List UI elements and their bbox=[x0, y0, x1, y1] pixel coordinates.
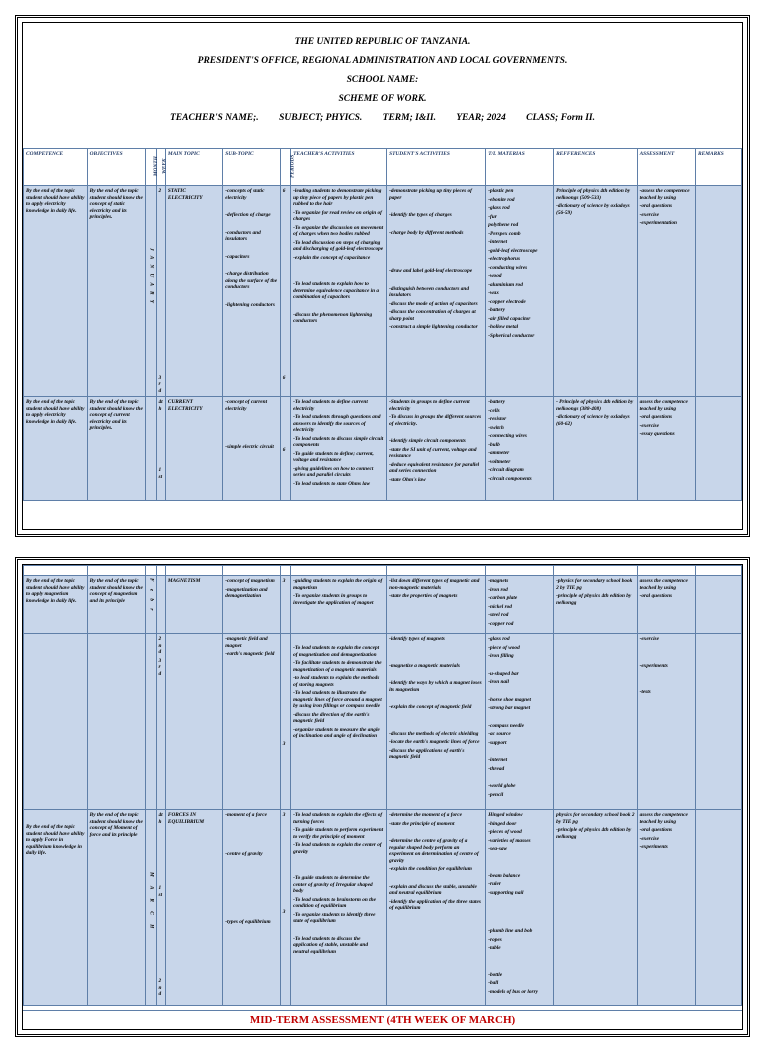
materials-cell: -battery -cells -resistor -switch -connecting wires -bulb -ammeter -voltmeter -circuit diagram -circuit components bbox=[486, 397, 554, 501]
assessment-cell: -exercise -experiments -tests bbox=[637, 634, 695, 810]
student-activities-cell: -determine the moment of a force -state the principle of moment -determine the centre of gravity of a regular shaped body perform an experiment on determination of centre of gravity -explain the condition for equilibrium -explain and discuss the stable, unstable and neutral equilibrium -identify the application of the three states of equilibrium bbox=[387, 810, 486, 1006]
col-student-activities: STUDENT'S ACTIVITIES bbox=[387, 149, 486, 186]
school-name: SCHOOL NAME: bbox=[346, 75, 419, 85]
week-cell: 2 3rd bbox=[156, 186, 165, 397]
office-title: PRESIDENT'S OFFICE, REGIONAL ADMINISTRATION AND LOCAL GOVERNMENTS. bbox=[197, 56, 568, 66]
periods-cell: 6 bbox=[280, 397, 290, 501]
table-header-row bbox=[24, 149, 742, 186]
competence-cell: By the end of the topic student should have ability to apply Force in equilibrium knowledge in daily life. bbox=[24, 810, 88, 1006]
document-header bbox=[23, 23, 742, 128]
week-cell: 4th 1st 2nd bbox=[156, 810, 165, 1006]
student-activities-cell: -Students in groups to define current electricity -To discuss in groups the different sources of electricity. -identify simple circuit components -state the SI unit of current, voltage and resistance -deduce equivalent resistance for parallel and series connection -state Ohm's law bbox=[387, 397, 486, 501]
midterm-assessment-banner: MID-TERM ASSESSMENT (4TH WEEK OF MARCH) bbox=[23, 1010, 742, 1029]
teacher-activities-cell: -To lead students to explain the concept of magnetization and demagnetization -To facilitate students to demonstrate the magnetization of a magnetic materials -to lead students to explain the methods of storing magnets -To lead students to illustrates the magnetic lines of force around a magnet by using iron fillings or compass needle -discuss the direction of the earth's magnetic field -organize students to measure the angle of inclination and angle of declination bbox=[291, 634, 387, 810]
subtopic-cell: -moment of a force -centre of gravity -types of equilibrium bbox=[223, 810, 280, 1006]
competence-cell: By the end of the topic student should have ability to apply electricity knowledge in daily life. bbox=[24, 397, 88, 501]
table-row bbox=[24, 576, 742, 634]
references-cell: Principle of physics 4th edition by nelkoongs (509-533) -dictionary of science by oxladoys (56-59) bbox=[554, 186, 637, 397]
col-teacher-activities: TEACHER'S ACTIVITIES bbox=[291, 149, 387, 186]
materials-cell: -magnets -iron rod -carbon plate -nickel rod -steel rod -copper rod bbox=[486, 576, 554, 634]
document-page-1 bbox=[15, 15, 750, 537]
materials-cell: -plastic pen -ebonite rod -glass rod -fur polythene rod -Perspex comb -internet -gold-leaf electroscope -electrophorus -conducting wires -wood -aluminium rod -wax -copper electrode -battery -air filled capacitor -hollow metal -Spherical conductor bbox=[486, 186, 554, 397]
week-cell: 2nd 3rd bbox=[156, 634, 165, 810]
table-row bbox=[24, 810, 742, 1006]
references-cell: - Principle of physics 4th edition by nelkoongs (388-408) -dictionary of science by oxladoys (60-62) bbox=[554, 397, 637, 501]
subtopic-cell: -magnetic field and magnet -earth's magnetic field bbox=[223, 634, 280, 810]
subtopic-cell: -concept of current electricity -simple electric circuit bbox=[223, 397, 280, 501]
competence-cell: By the end of the topic student should have ability to apply magnetism knowledge in daily life. bbox=[24, 576, 88, 634]
col-remarks: REMARKS bbox=[696, 149, 742, 186]
col-assessment: ASSESSMENT bbox=[637, 149, 695, 186]
objectives-cell bbox=[87, 634, 145, 810]
week-cell: 4th 1st bbox=[156, 397, 165, 501]
month-cell bbox=[146, 634, 156, 810]
page-1-frame bbox=[22, 22, 743, 530]
header-stub-row bbox=[24, 566, 742, 576]
month-cell: J A N U A R Y bbox=[146, 186, 156, 397]
assessment-cell: -assess the competence teached by using -oral questions -exercise -experimentation bbox=[637, 186, 695, 397]
assessment-cell: assess the competence teached by using -oral questions -exercise -experiments bbox=[637, 810, 695, 1006]
references-cell: -physics for secondary school book 2 by TIE pg -principle of physics 4th edition by nelkongg bbox=[554, 576, 637, 634]
references-cell: physics for secondary school book 2 by TIE pg -principle of physics 4th edition by nelkongg bbox=[554, 810, 637, 1006]
teacher-activities-cell: -To lead students to define current electricity -To lead students through questions and answers to identify the sources of electricity -To lead students to discuss simple circuit components -To guide students to define; current, voltage and resistance -giving guidelines on how to connect series and parallel circuits -To lead students to state Ohms law bbox=[291, 397, 387, 501]
subtopic-cell: -concept of magnetism -magnetization and demagnetization bbox=[223, 576, 280, 634]
week-cell bbox=[156, 576, 165, 634]
objectives-cell: By the end of the topic student should know the concept of static electricity and its principles. bbox=[87, 186, 145, 397]
teacher-activities-cell: -To lead students to explain the effects of turning forces -To guide students to perform experiment to verify the principle of moment -To lead students to explain the center of gravity -To guide students to determine the center of gravity of Irregular shaped body -To lead students to brainstorm on the condition of equilibrium -To organize students to identify three state of equilibrium -To lead students to discuss the application of stable, unstable and neutral equilibrium bbox=[291, 810, 387, 1006]
materials-cell: Hinged window -hinged door -pieces of wood -varieties of masses -sea-saw -beam balance -ruler -supporting nail -plumb line and bob -ropes -table -bottle -ball -models of bus or lorry bbox=[486, 810, 554, 1006]
student-activities-cell: -identify types of magnets -magnetize a magnetic materials -identify the ways by which a magnet loses its magnetism -explain the concept of magnetic field -discuss the methods of electric shielding -locate the earth's magnetic lines of force -discuss the applications of earth's magnetic field bbox=[387, 634, 486, 810]
periods-cell: 6 6 bbox=[280, 186, 290, 397]
competence-cell bbox=[24, 634, 88, 810]
remarks-cell bbox=[696, 397, 742, 501]
month-cell: F e b r bbox=[146, 576, 156, 634]
periods-cell: 3 bbox=[280, 576, 290, 634]
col-week: WEEK bbox=[156, 149, 165, 186]
month-cell: M A R C H bbox=[146, 810, 156, 1006]
document-page-2 bbox=[15, 557, 750, 1037]
main-topic-cell bbox=[165, 634, 222, 810]
col-main-topic: MAIN TOPIC bbox=[165, 149, 222, 186]
table-row bbox=[24, 634, 742, 810]
table-row bbox=[24, 186, 742, 397]
assessment-cell: assess the competence teached by using -oral questions -exercise -essay questions bbox=[637, 397, 695, 501]
student-activities-cell: -list down different types of magnetic and non-magnetic materials -state the properties of magnets bbox=[387, 576, 486, 634]
teacher-name: TEACHER'S NAME;. bbox=[169, 113, 259, 123]
objectives-cell: By the end of the topic student should know the concept of Moment of force and its principle bbox=[87, 810, 145, 1006]
main-topic-cell: CURRENT ELECTRICITY bbox=[165, 397, 222, 501]
col-sub-topic: SUB-TOPIC bbox=[223, 149, 280, 186]
teacher-activities-cell: -leading students to demonstrate picking up tiny piece of papers by plastic pen rubbed to the hair -To organize for read review on origin of charges -To organize the discussion on movement of charges when two bodies rubbed -To lead discussion on steps of charging and discharging of gold-leaf electroscope -explain the concept of capacitance -To lead students to explain how to determine equivalence capacitance in a combination of capacitors -discuss the phenomenon lightening conductors bbox=[291, 186, 387, 397]
periods-cell: 3 bbox=[280, 634, 290, 810]
scheme-table bbox=[23, 148, 742, 501]
competence-cell: By the end of the topic student should have ability to apply electricity knowledge in daily life. bbox=[24, 186, 88, 397]
month-cell bbox=[146, 397, 156, 501]
country-title: THE UNITED REPUBLIC OF TANZANIA. bbox=[294, 37, 471, 47]
references-cell bbox=[554, 634, 637, 810]
class: CLASS; Form II. bbox=[526, 113, 596, 123]
periods-cell: 3 3 bbox=[280, 810, 290, 1006]
assessment-cell: assess the competence teached by using -oral questions bbox=[637, 576, 695, 634]
main-topic-cell: STATIC ELECTRICITY bbox=[165, 186, 222, 397]
col-periods: PERIODS bbox=[280, 149, 290, 186]
materials-cell: -glass rod -piece of wood -iron filling -u-shaped bar -iron nail -horse shoe magnet -strong bar magnet -compass needle -ac source -support -internet -thread -world globe -pencil bbox=[486, 634, 554, 810]
objectives-cell: By the end of the topic student should know the concept of magnetism and its principle bbox=[87, 576, 145, 634]
col-references: REFFERENCES bbox=[554, 149, 637, 186]
remarks-cell bbox=[696, 810, 742, 1006]
remarks-cell bbox=[696, 634, 742, 810]
teacher-info-line bbox=[23, 109, 742, 128]
subject: SUBJECT; PHYICS. bbox=[279, 113, 363, 123]
subtopic-cell: -concepts of static electricity -deflection of charge -conductors and insulators -capacitors -charge distribution along the surface of the conductors -lightening conductors bbox=[223, 186, 280, 397]
col-objectives: OBJECTIVES bbox=[87, 149, 145, 186]
objectives-cell: By the end of the topic student should know the concept of current electricity and its principles. bbox=[87, 397, 145, 501]
student-activities-cell: -demonstrate picking up tiny pieces of paper -identify the types of charges -charge body by different methods -draw and label gold-leaf electroscope -distinguish between conductors and insulators -discuss the mode of action of capacitors -discuss the concentration of charges at sharp point -construct a simple lightening conductor bbox=[387, 186, 486, 397]
col-competence: COMPETENCE bbox=[24, 149, 88, 186]
col-tl-materials: T/L MATERIAS bbox=[486, 149, 554, 186]
teacher-activities-cell: -guiding students to explain the origin of magnetism -To organize students in groups to investigate the application of magnet bbox=[291, 576, 387, 634]
term: TERM; I&II. bbox=[382, 113, 436, 123]
main-topic-cell: FORCES IN EQUILIBRIUM bbox=[165, 810, 222, 1006]
main-topic-cell: MAGNETISM bbox=[165, 576, 222, 634]
page-2-frame bbox=[22, 564, 743, 1030]
document-title: SCHEME OF WORK. bbox=[338, 94, 427, 104]
scheme-table-continued bbox=[23, 565, 742, 1006]
table-row bbox=[24, 397, 742, 501]
remarks-cell bbox=[696, 576, 742, 634]
remarks-cell bbox=[696, 186, 742, 397]
year: YEAR; 2024 bbox=[456, 113, 506, 123]
col-month: MONTH bbox=[146, 149, 156, 186]
